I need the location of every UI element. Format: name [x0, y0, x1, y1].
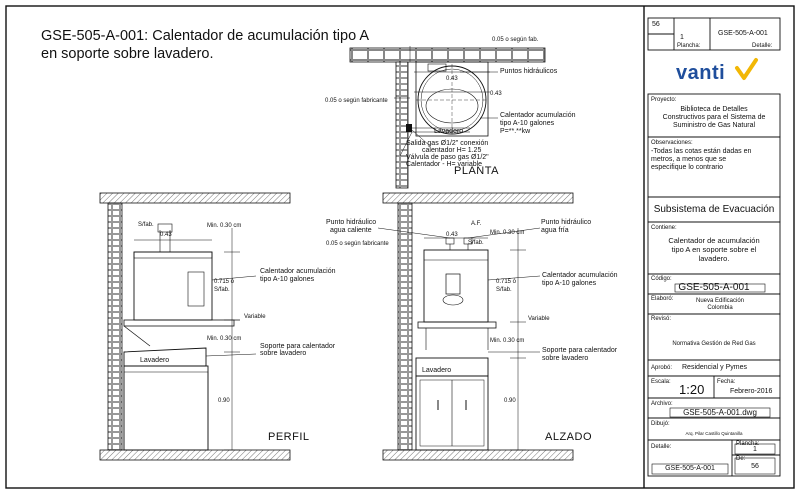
plancha-value: 1: [753, 446, 757, 453]
title-line-1: GSE-505-A-001: Calentador de acumulación tipo A: [41, 28, 370, 44]
elev-af: A.F.: [471, 221, 482, 227]
dibujo-value: Arq. Pilar Castillo Quintanilla: [685, 431, 743, 436]
subsistema: Subsistema de Evacuación: [653, 204, 775, 215]
proyecto-line-3: Suministro de Gas Natural: [672, 122, 756, 129]
elev-dim-090: 0.90: [504, 398, 516, 404]
observaciones-text: [651, 148, 751, 172]
plan-dim-left: 0.05 o según fabricante: [325, 98, 388, 104]
plan-dim-043a: 0.43: [446, 76, 458, 82]
elev-sfab: S/fab.: [468, 240, 484, 246]
elev-cal-1: Calentador acumulación: [542, 272, 618, 279]
profile-cal-1: Calentador acumulación: [260, 268, 336, 275]
plan-salida-2: calentador H= 1.25: [422, 147, 482, 154]
profile-min-1: Min. 0.30 cm: [207, 223, 242, 229]
profile-sfab: S/fab.: [138, 222, 154, 228]
observaciones-label: Observaciones:: [651, 140, 693, 146]
elev-dim-0715a: 0.715 ó: [496, 279, 517, 285]
elev-cal-2: tipo A-10 galones: [542, 280, 597, 287]
elaboro-text: [670, 298, 770, 312]
plan-view-title: PLANTA: [454, 165, 499, 177]
elev-ph-fria-2: agua fría: [541, 227, 569, 234]
profile-soporte-1: Soporte para calentador: [260, 343, 336, 350]
elaboro-line-2: Colombia: [707, 305, 733, 311]
proyecto-text: [648, 106, 780, 130]
contiene-line-3: lavadero.: [698, 254, 730, 263]
vanti-logo: vanti: [676, 62, 726, 84]
obs-line-1: -Todas las cotas están dadas en: [651, 148, 752, 155]
elev-variable: Variable: [528, 316, 550, 322]
proyecto-label: Proyecto:: [651, 97, 677, 103]
top-detalle-label: Detalle:: [752, 43, 773, 49]
plan-valvula-1: Válvula de paso gas Ø1/2": [406, 154, 489, 161]
fecha-value: Febrero-2016: [730, 388, 773, 395]
drawing-title: [41, 27, 369, 63]
proyecto-line-2: Constructivos para el Sistema de: [662, 114, 766, 121]
archivo-label: Archivo:: [651, 401, 673, 407]
archivo-value: GSE-505-A-001.dwg: [683, 408, 757, 417]
elev-min-1: Min. 0.30 cm: [490, 230, 525, 236]
profile-min-2: Min. 0.30 cm: [207, 336, 242, 342]
contiene-line-1: Calentador de acumulación: [668, 236, 760, 245]
codigo-label: Código:: [651, 276, 672, 282]
contiene-text: [648, 236, 780, 263]
top-sheet-number: 56: [652, 21, 660, 28]
elaboro-label: Elaboró:: [651, 296, 674, 302]
de-label: De:: [736, 456, 746, 462]
elevation-view-title: ALZADO: [545, 431, 593, 443]
elev-ph-fria-1: Punto hidráulico: [541, 219, 592, 226]
obs-line-2: metros, a menos que se: [651, 156, 727, 163]
contiene-line-2: tipo A en soporte sobre el: [671, 245, 757, 254]
plan-salida-1: Salida gas Ø1/2" conexión: [406, 140, 489, 147]
proyecto-line-1: Biblioteca de Detalles: [680, 106, 748, 113]
aprobo-value: Residencial y Pymes: [682, 364, 747, 371]
obs-line-3: especifique lo contrario: [651, 164, 723, 171]
profile-lavadero: Lavadero: [140, 357, 170, 364]
reviso-label: Revisó:: [651, 316, 672, 322]
profile-cal-2: tipo A-10 galones: [260, 276, 315, 283]
profile-view-title: PERFIL: [268, 431, 310, 443]
elev-ph-cal-2: agua caliente: [330, 227, 372, 234]
plan-valvula-2: Calentador - H= variable: [406, 161, 483, 168]
top-plancha-label: Plancha:: [677, 43, 701, 49]
fecha-label: Fecha:: [717, 379, 736, 385]
profile-dim-043: 0.43: [160, 232, 172, 238]
dibujo-label: Dibujó:: [651, 421, 670, 427]
plan-calentador-1: Calentador acumulación: [500, 112, 576, 119]
escala-label: Escala:: [651, 379, 671, 385]
profile-dim-0715a: 0.715 ó: [214, 279, 235, 285]
profile-dim-090: 0.90: [218, 398, 230, 404]
plan-puntos-label: Puntos hidráulicos: [500, 68, 558, 75]
reviso-value: Normativa Gestión de Red Gas: [672, 341, 756, 347]
detalle-label: Detalle:: [651, 444, 672, 450]
elev-dim-005: 0.05 o según fabricante: [326, 241, 389, 247]
profile-view: [100, 193, 290, 460]
plancha-label: Plancha:: [736, 441, 760, 447]
plan-calentador-3: P=**.**kw: [500, 128, 531, 135]
elev-soporte-2: sobre lavadero: [542, 355, 589, 362]
elev-lavadero: Lavadero: [422, 367, 452, 374]
plan-dim-043b: 0.43: [490, 91, 502, 97]
elev-dim-0715b: S/fab.: [496, 287, 512, 293]
contiene-label: Contiene:: [651, 225, 677, 231]
profile-soporte-2: sobre lavadero: [260, 350, 307, 357]
detalle-value: GSE-505-A-001: [665, 465, 715, 472]
plan-lavadero-label: Lavadero: [434, 128, 464, 135]
escala-value: 1:20: [679, 382, 705, 397]
title-line-2: en soporte sobre lavadero.: [41, 46, 214, 62]
plan-calentador-2: tipo A-10 galones: [500, 120, 555, 127]
profile-dim-0715b: S/fab.: [214, 287, 230, 293]
elaboro-line-1: Nueva Edificación: [695, 298, 745, 304]
aprobo-label: Aprobó:: [651, 365, 673, 371]
elev-ph-cal-1: Punto hidráulico: [326, 219, 377, 226]
codigo-value: GSE-505-A-001: [678, 282, 750, 293]
elev-min-2: Min. 0.30 cm: [490, 338, 525, 344]
top-detalle-value: GSE-505-A-001: [718, 30, 768, 37]
de-value: 56: [751, 463, 759, 470]
profile-variable: Variable: [244, 314, 266, 320]
elev-soporte-1: Soporte para calentador: [542, 347, 618, 354]
elev-dim-043: 0.43: [446, 232, 458, 238]
top-plancha-value: 1: [680, 34, 684, 41]
plan-dim-top: 0.05 o según fab.: [492, 37, 539, 43]
logo-check-icon: [737, 60, 756, 78]
